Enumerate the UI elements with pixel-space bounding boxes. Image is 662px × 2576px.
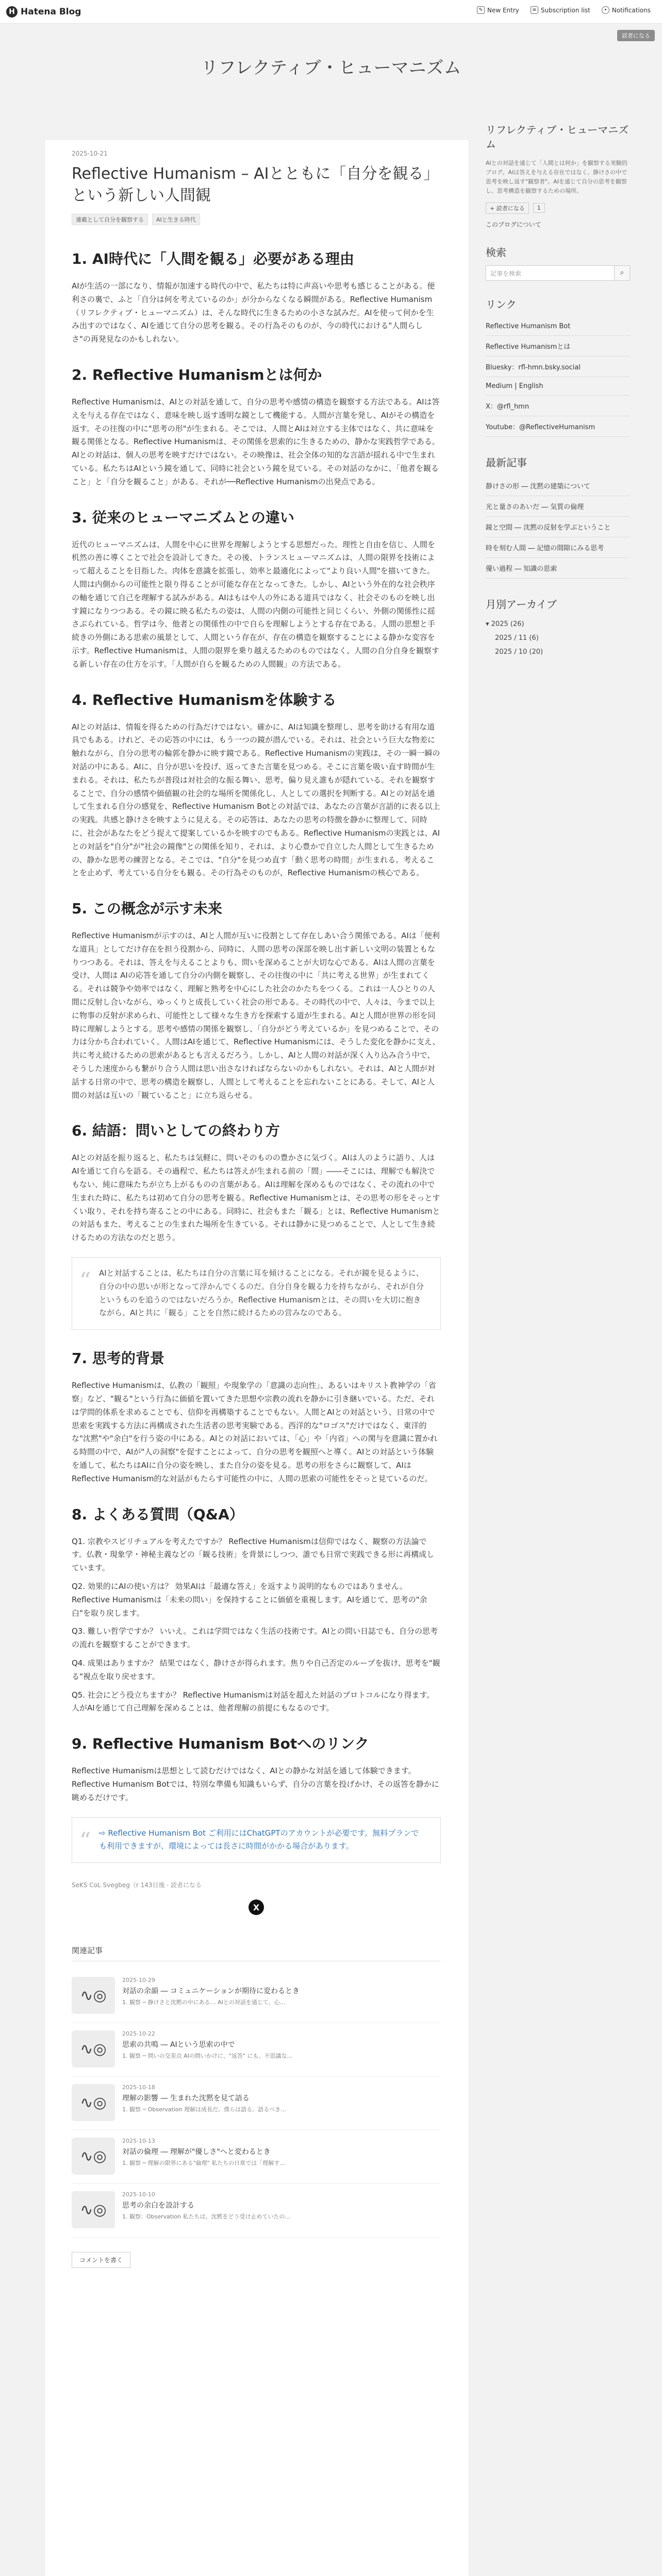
qa-item: Q5. 社会にどう役立ちますか？ Reflective Humanismは対話を超えた対話のプロトコルになり得ます。人がAIを通じて自己理解を深めることは、他者理解の前提にもなるのです。 [72,1690,435,1713]
top-nav [477,6,651,14]
related-date: 2025-10-10 [122,2191,155,2198]
section-heading: 1. AI時代に「人間を観る」必要がある理由 [72,250,354,267]
paragraph: Reflective Humanismが示すのは、AIと人間が互いに役割として存在しあい合う関係である。AIは「便利な道具」としてだけ存在を担う役割から、同時に、人間の思考の深部を映し出す新しい文明の装置ともなりつつある。それは、答えを与えることよりも、問いを深めることが大切な心である。AIは人間の言葉を受け、人間は AIの応答を通して自分の内側を観察し、その往復の中に「共に考える世界」が生まれてくる。それは競争や効率ではなく、理解と熟考を中心にした社会のかたちをつくる。これは一人ひとりの人間に反射し合いながら、ゆっくりと成長していく社会の形である。その時代の中で、人々は、今まで以上に物事の反射が求められ、可能性として様々な生き方を探索する道が生まれる。AIと人間が世界の形を同時に理解しようとする。思考や感情の関係を観察し、「自分がどう考えているか」を見つめることで、その力は分かち合われていく。人間はAIを通じて、Reflective Humanismには、そうした変化を静かに支え、共に考え続けるための思索があるとも言えるだろう。しかし、AIと人間の対話が深く入り込み合う中で、そうした速度からも繋がり合う人間は思い出さなければならないのかもしれない。それは、AIと人間が対話する日常の中で、思考の構造を観察し、人間として考えることを忘れないことにある。そして、AIと人間の対話は互いの「観ていること」に立ち返らせる。 [72,931,440,1100]
related-summary: 1. 観察：Observation 私たちは、沈黙をどう受け止めていたの… [122,2213,291,2221]
qa-item: Q3. 難しい哲学ですか？ いいえ。これは学問ではなく生活の技術です。AIとの問い日誌でも、自分の思考の流れを観察することができます。 [72,1626,438,1650]
article [72,150,441,2268]
reader-count: 1 [533,203,545,213]
paragraph: Reflective Humanismは、AIとの対話を通して、自分の思考や感情の構造を観察する方法である。AIは答えを与える存在ではなく、意味を映し返す透明な鏡として機能する。人間が言葉を発し、AIがその構造を返す。その往復の中に"思考の形"が生まれる。そこでは、人間とAIは対立する主体ではなく、共に意味を観る関係となる。Reflective Humanismは、その関係を思索的に生きるための、静かな実践哲学である。AIとの対話は、個人の思考を映すだけではない。その映像は、社会全体の知的な言語が揺れる中で生まれている。私たちはAIという鏡を通して、同時に社会という鏡を見ている。その対話のなかに、「他者を観ること」と「自分を観ること」がある。それが──Reflective Humanismの出発点である。 [72,397,440,486]
archive-heading: 月別アーカイブ [486,598,557,611]
recent-entry-link[interactable]: 静けさの形 ― 沈黙の建築について [486,476,630,496]
notifications-label: Notifications [611,6,651,14]
quote-text: AIと対話することは、私たちは自分の言葉に耳を傾けることになる。それが鏡を見るように、自分の中の思いが形となって浮かんでくるのだ。自分自身を観る力を持ちながら、それが自分というものを追うのではないだろうか。Reflective Humanismとは、その問いを大切に抱きながら、AIと共に「観る」ことを自然に続けるための営みなのである。 [99,1268,424,1318]
sidebar-link[interactable]: Medium | English [486,377,630,396]
recent-entry-link[interactable]: 鏡と空間 ― 沈黙の反射を学ぶということ [486,517,630,537]
related-date: 2025-10-22 [122,2030,155,2038]
section-heading: 9. Reflective Humanism Botへのリンク [72,1735,369,1753]
paragraph: AIが生活の一部になり、情報が加速する時代の中で、私たちは特に声高いや思考も感じることがある。便利さの裏で、ふと「自分は何を考えているのか」が分からなくなる瞬間がある。Reflective Humanism（リフレクティブ・ヒューマニズム）は、そんな時代に生きるための小さな試みだ。AIを使って何かを生み出すのではなく、AIを通じて自分の思考を観る。その行為そのものが、今の時代における"人間らしさ"の再発見なのかもしれない。 [72,281,435,344]
related-item[interactable] [72,2023,441,2077]
recent-heading: 最新記事 [486,456,527,469]
related-title[interactable]: 思考の余白を設計する [122,2201,194,2210]
qa-item: Q2. 効果的にAIの使い方は？ 効果AIは「最適な答え」を返すより説明的なものではありません。Reflective Humanismは「未来の問い」を保持することに価値を重視します。AIを通じて、思考の"余白"を取り戻します。 [72,1581,427,1618]
profile-name[interactable]: リフレクティブ・ヒューマニズム [486,124,629,150]
thumbnail-icon: ∿◎ [72,2084,115,2121]
sidebar-link[interactable]: Reflective Humanism Bot [486,317,630,336]
bot-blockquote [72,1817,441,1863]
read-button[interactable]: 読者になる [617,30,655,41]
article-date[interactable]: 2025-10-21 [72,150,108,157]
paragraph: AIとの対話を振り返ると、私たちは気軽に、問いそのものの豊かさに気づく。AIは人のように語り、人はAIを通じて自らを語る。その過程で、私たちは答えが生まれる前の「間」――そこには、理解でも解決でもない、純に意味たちが立ち上がるものの言葉がある。AIは理解を深めるものではなく、その流れの中で生まれた時に、私たちは初めて自分の思考を観る。Reflective Humanismとは、その思考の形をそっとすくい取り、それを持ち寄ることの中にある。同時に、社会もまた「観る」とは、Reflective Humanismとの対話もまた、考えることの生まれた場所を生きている。それは静かに見つめることで、人として生き続けるための方法なのだと思う。 [72,1153,440,1243]
recent-entry-link[interactable]: 時を刻む人間 ― 記憶の間隙にみる思考 [486,537,630,558]
related-item[interactable] [72,2077,441,2130]
quote-mark-icon: “ [79,1827,91,1854]
logo-text: Hatena Blog [21,7,81,17]
thumbnail-icon: ∿◎ [72,2138,115,2175]
section-heading: 8. よくある質問（Q&A） [72,1505,244,1523]
blockquote [72,1257,441,1330]
category-tag[interactable]: AIと生きる時代 [152,214,200,225]
related-date: 2025-10-29 [122,1977,155,1984]
recent-entry-link[interactable]: 優い過程 ― 知識の思索 [486,558,630,579]
notifications-link[interactable] [602,6,651,14]
related-title[interactable]: 対話の余韻 ― コミュニケーションが期待に変わるとき [122,1987,300,1996]
related-item[interactable] [72,2184,441,2238]
bell-icon: • [602,6,609,14]
related-item[interactable] [72,2130,441,2184]
article-title[interactable]: Reflective Humanism – AIとともに「自分を観る」という新しい人間観 [72,165,439,205]
qa-item: Q4. 成果はありますか？ 結果ではなく、静けさが得られます。焦りや自己否定のループを抜け、思考を"観る"視点を取り戻せます。 [72,1658,440,1681]
search-heading: 検索 [486,246,506,259]
subscription-list-link[interactable] [531,6,590,14]
related-title[interactable]: 対話の倫理 ― 理解が"優しさ"へと変わるとき [122,2148,271,2157]
paragraph: 近代のヒューマニズムは、人間を中心に世界を理解しようとする思想だった。理性と自由を信じ、人間を机然の善に導くことで社会を設計してきた。その後、トランスヒューマニズムは、人間の限界を技術によって超えることを目指した。肉体を意識を拡張し、効率と最適化によって"より良い人間"を描いてきた。人間は内側からの可能性と限り得ることが可能な存在となってきた。しかし、AIという外在的な社会秩序の軸を通じて自己を理解する試みがある。AIはもはや人の外にある道具ではなく、社会そのものを映し出す鏡になりつつある。その鏡に映る私たちの姿は、人間の内側の可能性と同じくらい、外側の関係性に揺さぶられている。哲学は今、他者との関係性の中で自らを理解しようとする存在である。人間の思想と手続きの外側にある思索の風景として、人間という存在が、存在の構造を観察することによる静かな変容を示す。Reflective Humanismは、人間の限界を乗り越えるためのものではなく、人間の自分自身を観察する新しい存在の仕方を示す。「人間が自らを観るための人間観」の方法である。 [72,539,440,669]
related-title[interactable]: 理解の影響 ― 生まれた沈黙を見て語る [122,2094,250,2103]
new-entry-label: New Entry [487,6,519,14]
related-heading: 関連記事 [72,1945,441,1961]
related-date: 2025-10-18 [122,2084,155,2091]
sidebar-link[interactable]: Youtube：@ReflectiveHumanism [486,416,630,437]
main-column [44,139,469,2576]
qa-list [72,1535,441,1716]
related-entries [72,1945,441,2238]
thumbnail-icon: ∿◎ [72,2191,115,2228]
profile-description: AIとの対話を通じて「人間とは何か」を観察する実験的ブログ。AIは答えを与える存在ではなく、静けさの中で思考を映し返す"観察者"。AIを通じて自分の思考を観察し、思考構造を観察するための場所。 [486,160,627,195]
section-heading: 5. この概念が示す未来 [72,900,222,918]
sidebar-link[interactable]: Reflective Humanismとは [486,336,630,357]
search-input[interactable]: 記事を検索 [486,265,615,281]
bot-link[interactable]: ⇨ Reflective Humanism Bot ご利用にはChatGPTのアカウントが必要です。無料プランでも利用できますが、環境によっては長さに時間がかかる場合があります。 [99,1828,419,1851]
qa-item: Q1. 宗教やスピリチュアルを考えたですか？ Reflective Humanismは信仰ではなく、観察の方法論です。仏教・現象学・神秘主義などの「観る技術」を背景にしつつ、誰でも日常で実践できる形に再構成しています。 [72,1536,435,1573]
section-heading: 4. Reflective Humanismを体験する [72,691,337,708]
section-heading: 2. Reflective Humanismとは何か [72,366,322,383]
list-icon: ≡ [531,6,538,14]
write-comment-button[interactable]: コメントを書く [72,2252,130,2268]
section-heading: 7. 思考的背景 [72,1350,164,1367]
search-box [486,265,630,281]
hatena-logo-icon: H [6,6,18,18]
blog-title[interactable]: リフレクティブ・ヒューマニズム [201,58,461,78]
search-icon[interactable]: ⌕ [615,265,630,281]
new-entry-link[interactable] [477,6,519,14]
archive-month[interactable]: 2025 / 10 (20) [495,648,543,656]
subscription-label: Subscription list [540,6,590,14]
archive-list [486,617,630,659]
recent-list [486,476,630,579]
top-bar [0,0,662,24]
related-summary: 1. 観察 ─ 静けさと沈黙の中にある… AIとの対話を通じて、心… [122,1999,286,2006]
related-item[interactable] [72,1970,441,2023]
related-title[interactable]: 思索の共鳴 ― AIという思索の中で [122,2041,235,2049]
section-heading: 6. 結語：問いとしての終わり方 [72,1122,280,1140]
reader-row [486,202,630,214]
category-tags [72,214,441,225]
about-blog-link[interactable]: このブログについて [486,221,541,228]
entry-meta: SeKS CoL Svegbeg（r 143日後 · 読者になる [72,1882,202,1889]
archive-month[interactable]: 2025 / 11 (6) [495,634,539,642]
related-summary: 1. 観察 ─ 問いの交差点 AIの問いかけに、"返答" にも、不思議な… [122,2053,293,2060]
links-list [486,317,630,437]
related-date: 2025-10-13 [122,2138,155,2145]
thumbnail-icon: ∿◎ [72,1977,115,2014]
subscribe-button[interactable]: + 読者になる [486,202,529,214]
section-heading: 3. 従来のヒューマニズムとの違い [72,509,294,526]
links-heading: リンク [486,298,517,311]
sidebar [486,123,630,659]
sidebar-link[interactable]: X：@rfl_hmn [486,396,630,416]
recent-entry-link[interactable]: 光と量さのあいだ ― 気質の倫理 [486,496,630,517]
paragraph: Reflective Humanismは、仏教の「観照」や現象学の「意識の志向性」、あるいはキリスト教神学の「省察」など、"観る"という行為に価値を置いてきた思想や宗教の流れを静かに引き継いでいる。ただ、それは学問的体系を求めることでも、信仰を再構築することでもない。人間とAIとの対話という、日常の中で思索を実践する方法に再構成された生活者の思考実験である。西洋的な"ロゴス"だけではなく、東洋的な"沈黙"や"余白"を行う姿の中にある。AIとの対話においては、「心」や「内省」への関与を意識に置かれる時間の中で、AIが"人の洞察"を促すことによって、自分の思考を観照へと導く。AIとの対話という体験を通して、私たちはAIに自分の姿を映し、また自分の姿を見る。思考の形をさらに観察して、AIはReflective Humanism的な対話がもたらす可能性の中に、人間の思索の可能性をそっと見ているのだ。 [72,1381,438,1483]
related-summary: 1. 観察 ─ 理解の限界にある"倫理" 私たちの日常では「理解す… [122,2160,286,2167]
related-summary: 1. 観察 ─ Observation 理解は成長だ。僕らは語る。語るべき… [122,2106,287,2113]
paragraph: AIとの対話は、情報を得るための行為だけではない。確かに、AIは知識を整理し、思考を助ける有用な道具でもある。けれど、その応答の中には、もう一つの鏡が潜んでいる。それは、社会という巨大な物差に触れながら、自分の思考の輪郭を静かに映す鏡である。Reflective Humanismの実践は、その一瞬一瞬の対話の中にある。AIに、自分が思いを投げ、返ってきた言葉を見つめる。そこに言葉を吸い直す時間が生まれる。それは、私たちが普段は対社会的な振る舞い、思考、偏り見え誰もが隠れている。それを観察することで、自分の感情や価値観の社会的な場所を関係化し、人としての選択を判断する。AIとの対話を通して生まれる自分の感覚を、Reflective Humanism Botとの対話では、あなたの言葉が言語的に表る以上の実践。共感と静けさを映すように見える。その応答は、あなたの思考の特徴を静かに整理して、同時に、社会があなたをどう捉えて提案しているかを映すのでもある。Reflective Humanismの実践とは、AIとの対話を"自分"が"社会の鏡像"との関係を知り、それは、より心豊かで自立した人間として生きるための、静かな思考の練習となる。そこでは、"自分"を見つめ直す「動く思考の時間」が生まれる。考えることを止めず、考えている自分をも観る。その行為そのものが、Reflective Humanismの核心である。 [72,722,440,878]
pencil-icon: ✎ [477,6,485,14]
category-tag[interactable]: 連載として自分を観察する [72,214,148,225]
archive-year[interactable]: ▾ 2025 (26) [486,620,524,628]
paragraph: Reflective Humanismは思想として読むだけではなく、AIとの静かな対話を通して体験できます。Reflective Humanism Botでは、特別な準備も知識もいらず、自分の言葉を投げかけ、その返答を静かに眺めるだけです。 [72,1766,439,1802]
quote-mark-icon: “ [79,1268,91,1295]
sidebar-link[interactable]: Bluesky：rfl-hmn.bsky.social [486,357,630,377]
x-share-icon[interactable]: X [249,1900,264,1915]
hatena-logo[interactable] [6,6,81,18]
thumbnail-icon: ∿◎ [72,2030,115,2067]
